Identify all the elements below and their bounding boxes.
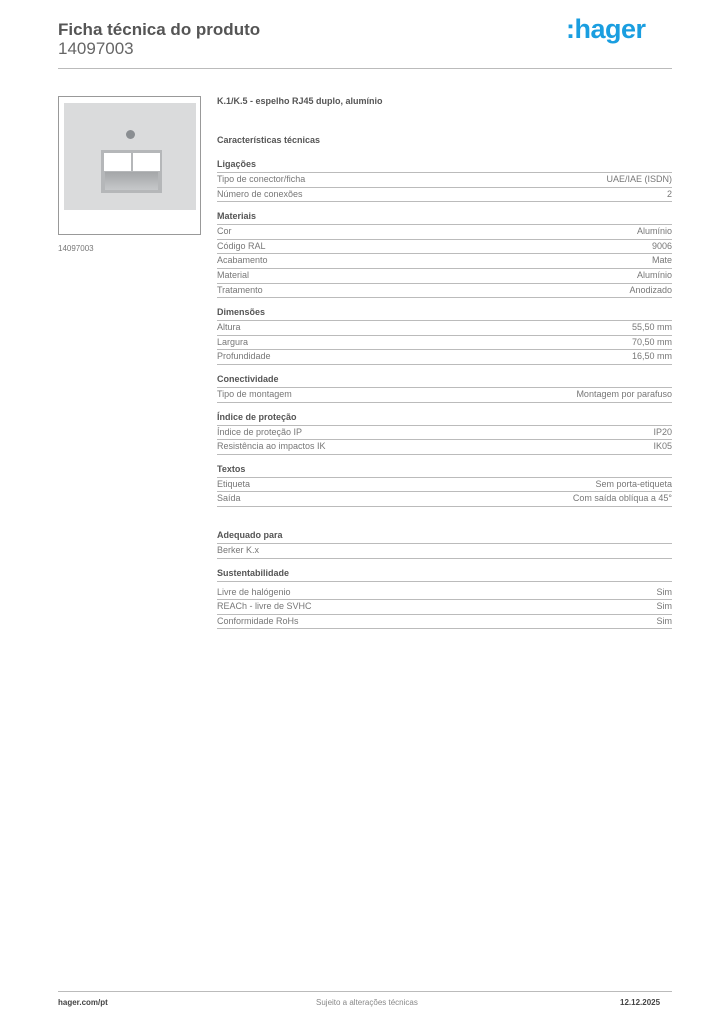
section-conectividade [217,374,672,403]
spec-label: Acabamento [217,255,268,266]
spec-row [217,336,672,351]
spec-label: Cor [217,226,232,237]
spec-label: Resistência ao impactos IK [217,441,326,452]
spec-value: 9006 [651,240,672,251]
section-title: Sustentabilidade [217,568,672,582]
spec-label: Livre de halógenio [217,586,291,597]
spec-value: Sem porta-etiqueta [595,478,672,489]
spec-label: Tratamento [217,284,263,295]
product-number: 14097003 [58,39,134,58]
socket-bevel [105,172,158,190]
spec-content [217,96,672,638]
spec-label: Tipo de conector/ficha [217,174,306,184]
spec-value: Anodizado [629,284,672,295]
spec-row [217,188,672,203]
spec-value: Alumínio [636,269,672,280]
spec-value: 55,50 mm [631,322,672,333]
footer-disclaimer: Sujeito a alterações técnicas [316,998,418,1007]
section-title: Dimensões [217,307,672,321]
spec-label: Saída [217,493,241,504]
spec-row [217,544,672,559]
footer-date: 12.12.2025 [620,998,661,1007]
spec-row [217,586,672,601]
product-title: K.1/K.5 - espelho RJ45 duplo, alumínio [217,96,383,106]
spec-row [217,492,672,507]
section-title: Conectividade [217,374,672,388]
spec-value: Com saída oblíqua a 45° [572,493,672,504]
spec-label: Índice de proteção IP [217,426,303,437]
rj45-socket-graphic [101,150,162,193]
spec-row [217,478,672,493]
header-divider [58,68,672,69]
section-title: Adequado para [217,530,672,544]
spec-row [217,225,672,240]
spec-label: Altura [217,322,241,333]
section-sustentabilidade [217,568,672,630]
spec-value: Sim [656,601,672,612]
spec-row [217,321,672,336]
spec-value: Montagem por parafuso [576,388,672,399]
spec-row [217,426,672,441]
footer-divider [58,991,672,992]
product-image [58,96,201,235]
page-title: Ficha técnica do produto [58,20,261,39]
characteristics-title: Características técnicas [217,135,321,145]
section-title: Materiais [217,211,672,225]
port-left-icon [104,153,131,171]
footer-website-link[interactable]: hager.com/pt [58,998,108,1007]
section-dimensoes [217,307,672,365]
spec-value: 2 [666,188,672,199]
spec-row [217,269,672,284]
section-indice-protecao [217,412,672,455]
spec-label: Tipo de montagem [217,388,292,399]
spec-label: Número de conexões [217,188,303,199]
section-materiais [217,211,672,298]
cover-plate-graphic [64,103,196,210]
spec-value: 16,50 mm [631,351,672,362]
section-title: Ligações [217,159,672,173]
spec-label: Material [217,269,250,280]
section-title: Textos [217,464,672,478]
spec-label: Largura [217,336,249,347]
spec-value: Sim [656,586,672,597]
spec-label: Etiqueta [217,478,251,489]
spec-row [217,284,672,299]
indicator-dot-icon [126,130,135,139]
section-title: Índice de proteção [217,412,672,426]
spec-label: Código RAL [217,240,266,251]
spec-value: 70,50 mm [631,336,672,347]
image-caption: 14097003 [58,244,94,253]
spec-row [217,240,672,255]
spec-value: IP20 [653,426,672,437]
spec-value: UAE/IAE (ISDN) [606,174,672,184]
spec-row [217,440,672,455]
spec-row [217,600,672,615]
spec-value: Alumínio [636,226,672,237]
spec-label: Profundidade [217,351,271,362]
spec-value: IK05 [653,441,672,452]
section-ligacoes [217,159,672,202]
spec-value: Mate [651,255,672,266]
spec-row [217,388,672,403]
section-textos [217,464,672,507]
spec-label: Conformidade RoHs [217,615,299,626]
spec-value: Sim [656,615,672,626]
spec-row [217,615,672,630]
section-adequado-para [217,530,672,559]
port-right-icon [133,153,160,171]
spec-row [217,173,672,188]
spec-row [217,350,672,365]
spec-row [217,254,672,269]
spec-label: REACh - livre de SVHC [217,601,312,612]
spec-label: Berker K.x [217,544,260,555]
hager-logo: :hager [566,14,646,44]
